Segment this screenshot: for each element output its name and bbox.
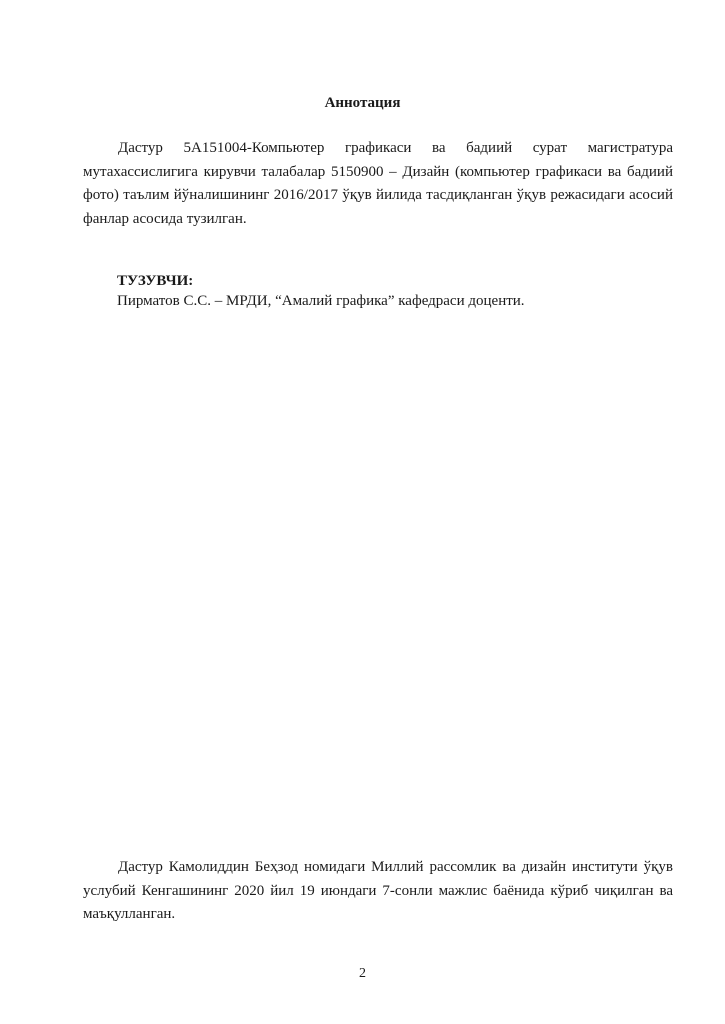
compiler-section: [117, 271, 677, 311]
page-title: Аннотация: [324, 95, 401, 111]
compiler-heading: ТУЗУВЧИ:: [117, 273, 194, 289]
approval-paragraph: Дастур Камолиддин Беҳзод номидаги Миллий рассомлик ва дизайн институти ўқув услубий Кенгашининг 2020 йил 19 июндаги 7-сонли мажлис баёнида кўриб чиқилган ва маъқулланган.: [83, 859, 673, 922]
page-number: 2: [359, 966, 366, 981]
annotation-paragraph: Дастур 5А151004-Компьютер графикаси ва бадиий сурат магистратура мутахассислигига кирувчи талабалар 5150900 – Дизайн (компьютер графикаси ва бадиий фото) таълим йўналишининг 2016/2017 ўқув йилида тасдиқланган ўқув режасидаги асосий фанлар асосида тузилган.: [83, 140, 673, 227]
compiler-name: Пирматов С.С. – МРДИ, “Амалий графика” кафедраси доценти.: [117, 293, 525, 309]
